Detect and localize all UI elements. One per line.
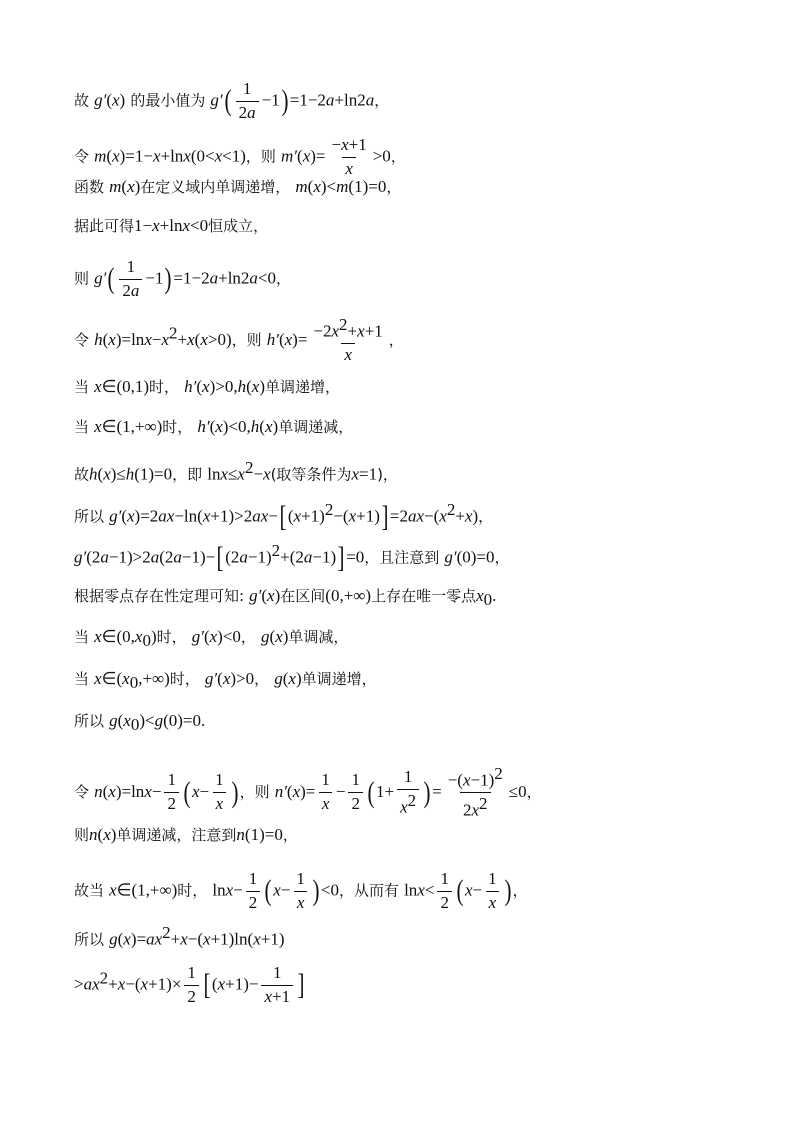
math-line-5: 则 g′( $\frac{1}{2a}$ −1)=1−2a+ln2a<0， <box>74 257 292 300</box>
math-line-12: 根据零点存在性定理可知: g′(x)在区间(0,+∞)上存在唯一零点$x_0$. <box>74 586 497 610</box>
math-line-13: 当 $x\in(0,x_0)$时， g′(x)<0， g(x)单调减， <box>74 627 349 651</box>
math-line-11: $g'(2a-1)>2a(2a-1)-[(2a-1)^2+(2a-1)]=0$，且注意到 g′(0)=0， <box>74 540 510 574</box>
math-line-20: $>ax^2+x-(x+1)\times$ $\frac{1}{2}$ [(x+1)− $\frac{1}{x+1}$ ] <box>74 963 305 1006</box>
math-line-9: 故h(x)≤h(1)=0，即 $\ln x\le x^2-x$(取等条件为x=1)， <box>74 458 398 484</box>
math-line-14: 当 $x\in(x_0,+\infty)$时， g′(x)>0， g(x)单调递增， <box>74 669 377 693</box>
math-line-19: 所以 $g(x)=ax^2+x-(x+1)\ln(x+1)$ <box>74 923 285 949</box>
math-line-4: 据此可得1−x+lnx<0恒成立， <box>74 216 269 235</box>
math-line-17: 则n(x)单调递减，注意到n(1)=0， <box>74 825 298 844</box>
math-line-16: 令 n(x)=lnx− $\frac{1}{2}$ (x− $\frac{1}{x}$ ) ，则 n′(x)= $\frac{1}{x}$ − $\frac{1}{2}$ (1+ $\frac{1}{x^2}$ )= $\frac{-(x-1)^2}{2x^2}$ ≤0， <box>74 764 542 820</box>
math-line-8: 当 x∈(1,+∞)时， h′(x)<0,h(x)单调递减， <box>74 417 354 436</box>
math-line-2: 令 m(x)=1−x+lnx(0<x<1)，则 m′(x)= $\frac{-x+1}{x}$ >0， <box>74 135 406 178</box>
math-line-18: 故当 x∈(1,+∞)时， lnx− $\frac{1}{2}$ (x− $\frac{1}{x}$ )<0，从而有 lnx< $\frac{1}{2}$ (x− $\frac{1}{x}$ ) ， <box>74 869 528 912</box>
math-line-3: 函数 m(x)在定义域内单调递增， m(x)<m(1)=0， <box>74 177 402 196</box>
math-line-7: 当 x∈(0,1)时， h′(x)>0,h(x)单调递增， <box>74 377 340 396</box>
math-line-10: 所以 $g'(x)=2ax-\ln(x+1)>2ax-[(x+1)^2-(x+1)]=2ax-(x^2+x)$， <box>74 499 494 533</box>
math-line-6: 令 $h(x)=\ln x-x^2+x(x>0)$，则 h′(x)= $\frac{-2x^2+x+1}{x}$ ， <box>74 315 404 365</box>
math-line-1: 故 g′(x) 的最小值为 g′( $\frac{1}{2a}$ −1)=1−2a+ln2a， <box>74 79 390 122</box>
math-line-15: 所以 $g(x_0)<g(0)=0$. <box>74 711 206 735</box>
